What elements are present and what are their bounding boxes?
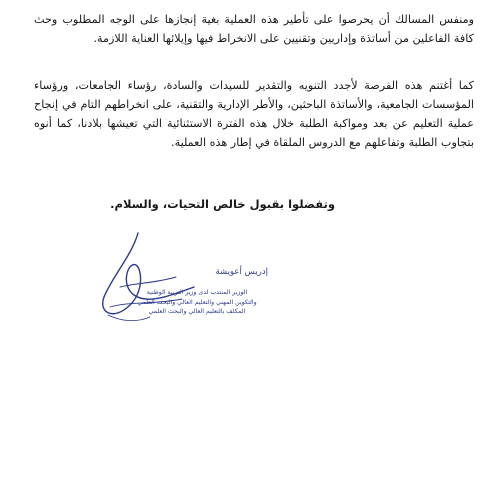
letter-paragraph-1: ومنفس المسالك أن يحرصوا على تأطير هذه العملية بغية إنجازها على الوجه المطلوب وحث كافة الفاعلين من أساتذة وإداريين وتقنيين على الانخراط فيها وإيلائها العناية اللازمة. — [34, 13, 474, 45]
signatory-title-line: والتكوين المهني والتعليم العالي والبحث العلمي — [137, 298, 257, 306]
letter-closing: وتفضلوا بقبول خالص التحيات، والسلام. — [110, 197, 335, 211]
signatory-title-line: الوزير المنتدب لدى وزير التربية الوطنية — [146, 289, 248, 296]
signatory-title-line: المكلف بالتعليم العالي والبحث العلمي — [148, 308, 246, 315]
signatory-name: إدريس أعويشة — [215, 267, 268, 277]
signatory-title — [117, 288, 277, 317]
letter-paragraph-2: كما أغتنم هذه الفرصة لأجدد التنويه والتقدير للسيدات والسادة، رؤساء الجامعات، ورؤساء المؤسسات الجامعية، والأساتذة الباحثين، والأطر الإدارية والتقنية، على انخراطهم التام في إنجاح عملية التعليم عن بعد ومواكبة الطلبة خلال هذه الفترة الاستثنائية التي تعيشها بلادنا، كما أنوه بتجاوب الطلبة وتفاعلهم مع الدروس الملقاة في إطار هذه العملية. — [34, 79, 474, 149]
